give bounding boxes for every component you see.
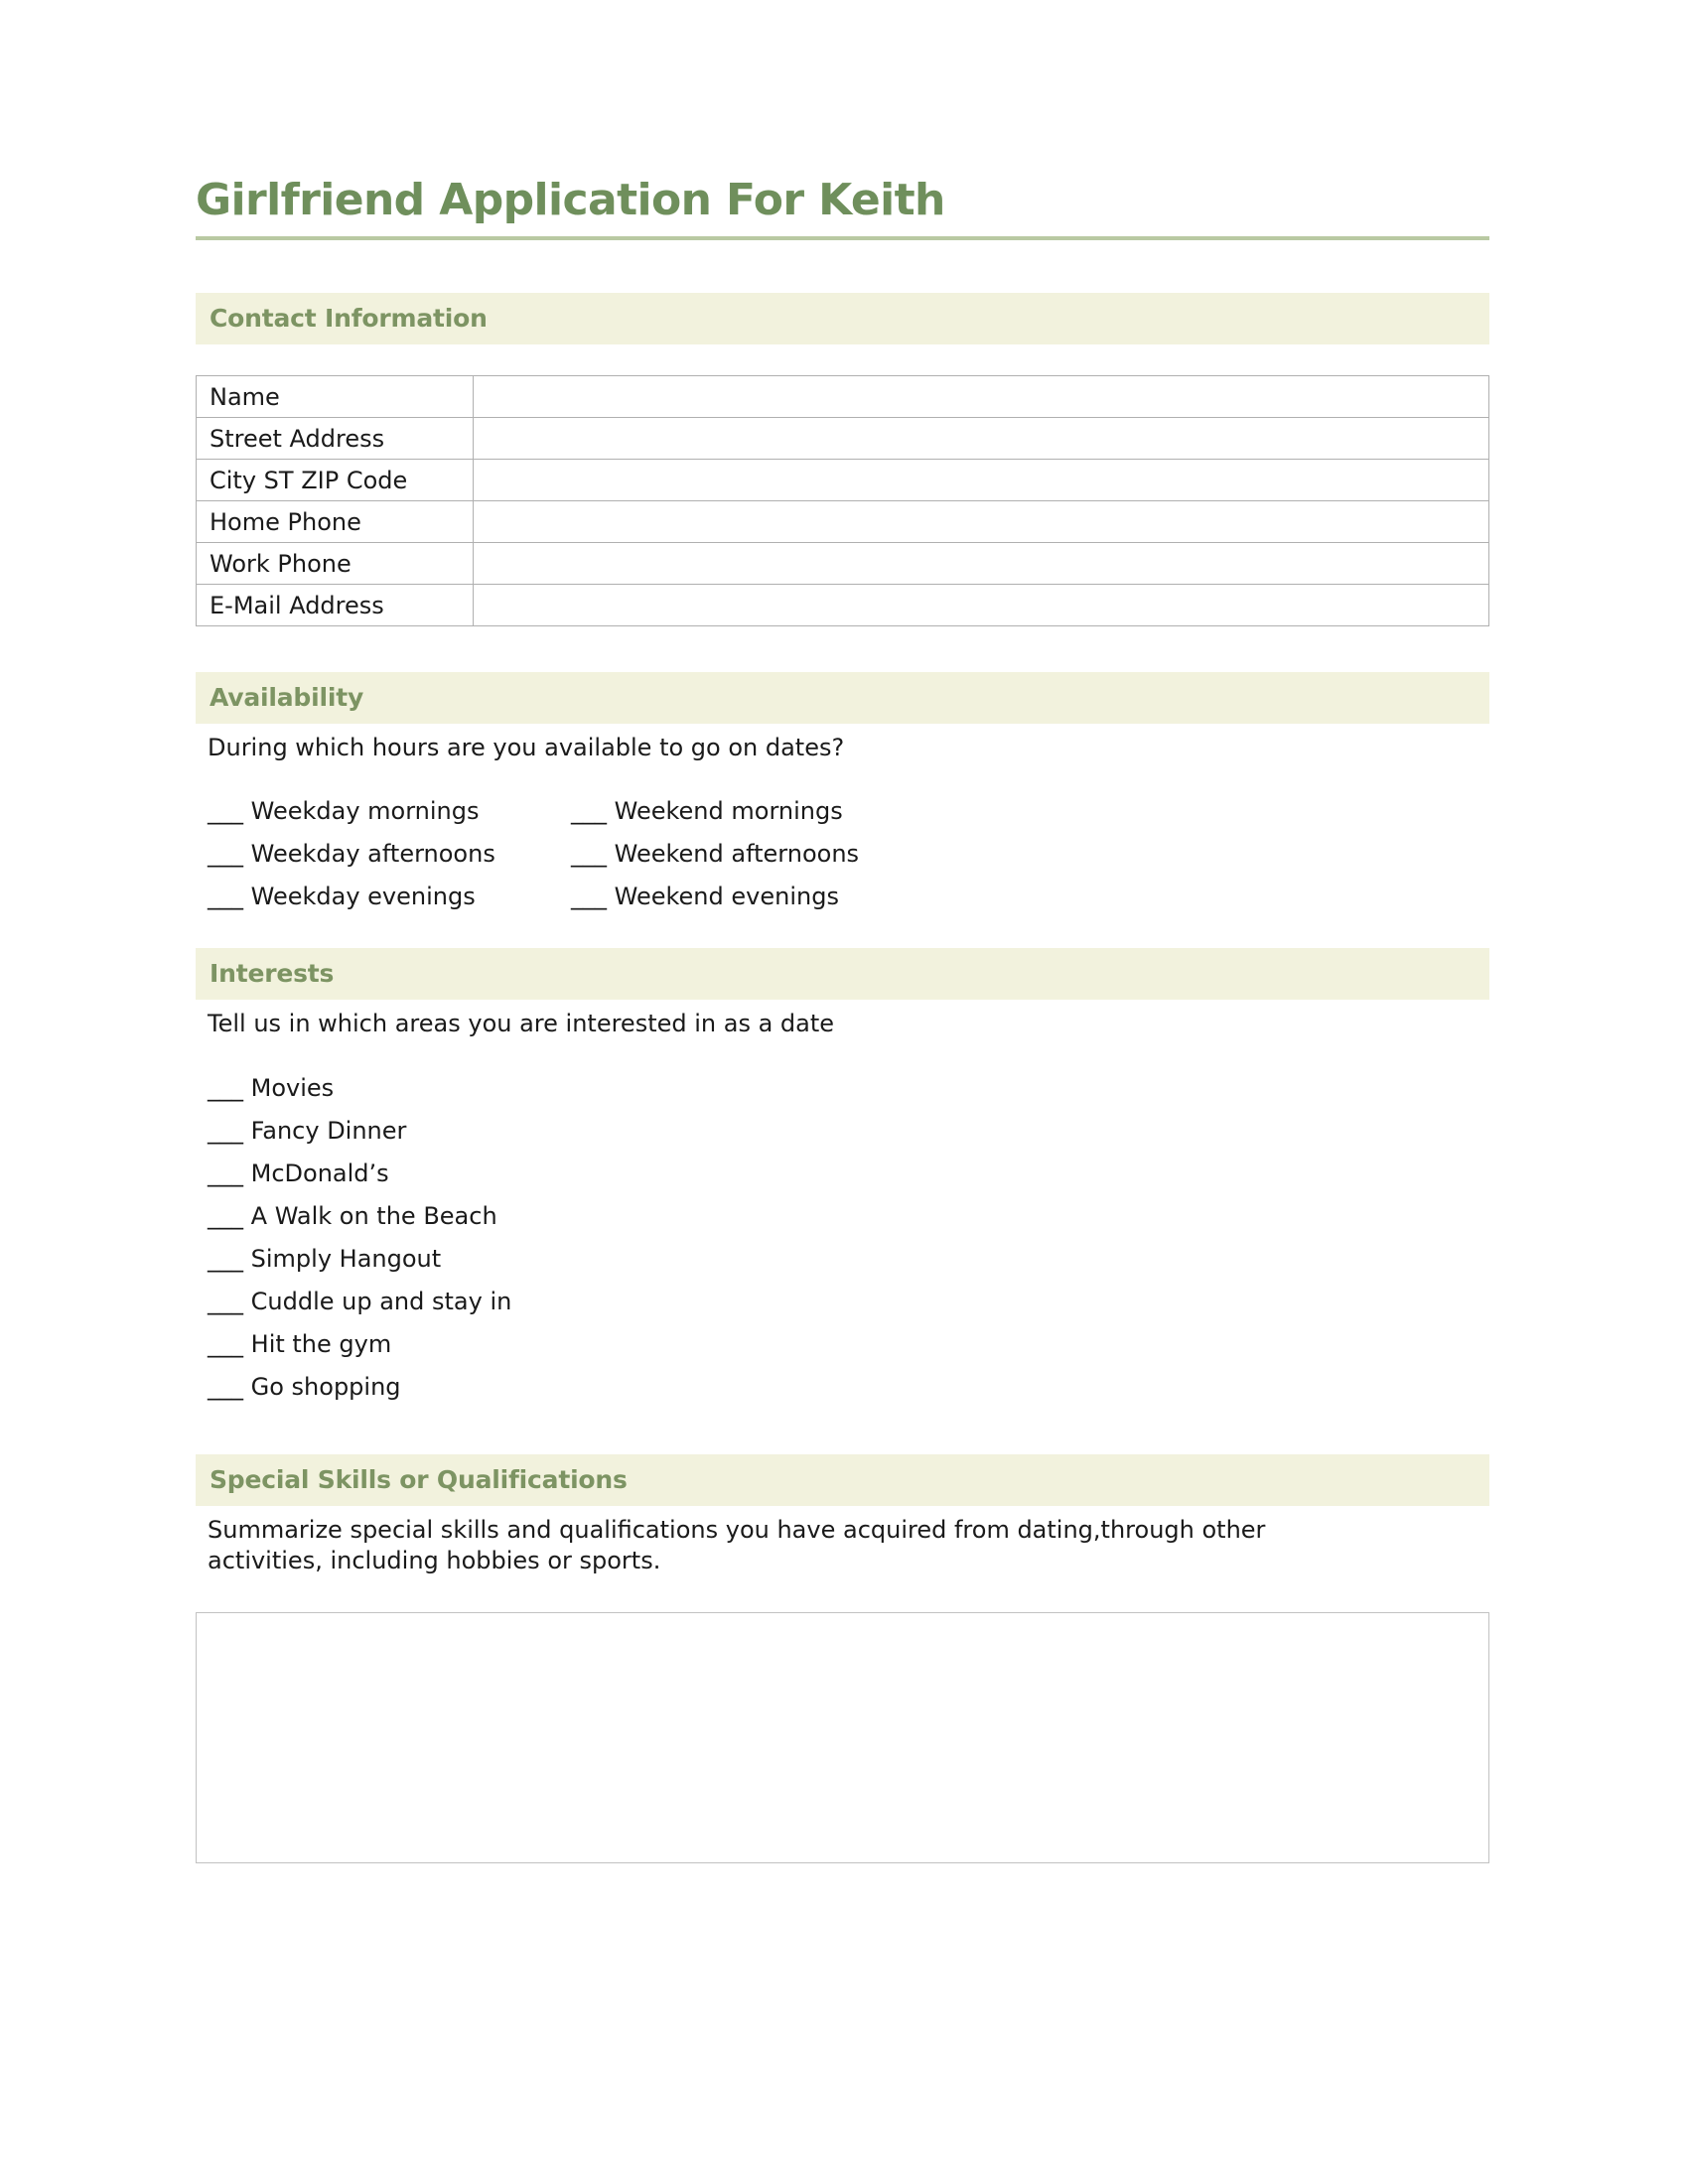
availability-option-weekend-afternoons[interactable] bbox=[571, 833, 1489, 876]
option-label: McDonald’s bbox=[250, 1159, 389, 1187]
row-label: Work Phone bbox=[197, 543, 474, 585]
interest-option-walk-on-the-beach[interactable] bbox=[208, 1195, 1489, 1238]
row-label: Home Phone bbox=[197, 501, 474, 543]
checkbox-blank[interactable]: ___ bbox=[208, 1372, 243, 1401]
checkbox-blank[interactable]: ___ bbox=[208, 1244, 243, 1273]
availability-option-weekend-mornings[interactable] bbox=[571, 790, 1489, 833]
option-label: Weekend mornings bbox=[614, 797, 843, 826]
table-row bbox=[197, 585, 1489, 626]
table-row bbox=[197, 460, 1489, 501]
interest-option-hit-the-gym[interactable] bbox=[208, 1323, 1489, 1366]
page-title: Girlfriend Application For Keith bbox=[196, 175, 945, 225]
street-address-field[interactable] bbox=[474, 418, 1489, 460]
option-label: Hit the gym bbox=[250, 1329, 392, 1358]
interest-option-go-shopping[interactable] bbox=[208, 1366, 1489, 1409]
checkbox-blank[interactable]: ___ bbox=[571, 797, 607, 826]
document-content bbox=[196, 0, 1489, 1863]
spacer bbox=[196, 240, 1489, 293]
email-address-field[interactable] bbox=[474, 585, 1489, 626]
option-label: Weekday afternoons bbox=[250, 840, 495, 869]
availability-option-weekday-evenings[interactable] bbox=[208, 876, 571, 918]
row-label: City ST ZIP Code bbox=[197, 460, 474, 501]
interest-option-simply-hangout[interactable] bbox=[208, 1238, 1489, 1281]
row-label: Name bbox=[197, 376, 474, 418]
section-heading-special-skills: Special Skills or Qualifications bbox=[196, 1454, 1489, 1506]
table-row bbox=[197, 501, 1489, 543]
checkbox-blank[interactable]: ___ bbox=[208, 1201, 243, 1230]
city-state-zip-field[interactable] bbox=[474, 460, 1489, 501]
checkbox-blank[interactable]: ___ bbox=[208, 883, 243, 911]
special-skills-prompt: Summarize special skills and qualifications you have acquired from dating,through other activities, including hobbies or sports. bbox=[208, 1515, 1266, 1575]
interest-option-fancy-dinner[interactable] bbox=[208, 1110, 1489, 1153]
checkbox-blank[interactable]: ___ bbox=[571, 840, 607, 869]
checkbox-blank[interactable]: ___ bbox=[208, 1329, 243, 1358]
checkbox-blank[interactable]: ___ bbox=[208, 1287, 243, 1315]
row-label: Street Address bbox=[197, 418, 474, 460]
interest-option-mcdonalds[interactable] bbox=[208, 1153, 1489, 1195]
spacer bbox=[196, 626, 1489, 672]
work-phone-field[interactable] bbox=[474, 543, 1489, 585]
interests-prompt: Tell us in which areas you are interested in as a date bbox=[208, 1010, 835, 1038]
section-heading-contact-information: Contact Information bbox=[196, 293, 1489, 344]
special-skills-answer-box[interactable] bbox=[196, 1612, 1489, 1863]
checkbox-blank[interactable]: ___ bbox=[208, 1159, 243, 1187]
availability-prompt: During which hours are you available to go on dates? bbox=[208, 734, 845, 762]
spacer bbox=[196, 918, 1489, 948]
table-row bbox=[197, 376, 1489, 418]
contact-information-table bbox=[196, 375, 1489, 626]
option-label: Weekend afternoons bbox=[614, 840, 860, 869]
name-field[interactable] bbox=[474, 376, 1489, 418]
section-heading-availability: Availability bbox=[196, 672, 1489, 724]
checkbox-blank[interactable]: ___ bbox=[208, 1073, 243, 1102]
option-label: A Walk on the Beach bbox=[250, 1201, 497, 1230]
option-label: Weekday mornings bbox=[250, 797, 480, 826]
table-row bbox=[197, 418, 1489, 460]
spacer bbox=[196, 1409, 1489, 1454]
option-label: Weekday evenings bbox=[250, 883, 476, 911]
home-phone-field[interactable] bbox=[474, 501, 1489, 543]
availability-option-weekday-afternoons[interactable] bbox=[208, 833, 571, 876]
availability-option-weekend-evenings[interactable] bbox=[571, 876, 1489, 918]
option-label: Go shopping bbox=[250, 1372, 401, 1401]
option-label: Fancy Dinner bbox=[250, 1116, 407, 1145]
option-label: Simply Hangout bbox=[250, 1244, 442, 1273]
availability-options-grid bbox=[196, 764, 1489, 918]
interest-option-cuddle-up-and-stay-in[interactable] bbox=[208, 1281, 1489, 1323]
option-label: Weekend evenings bbox=[614, 883, 839, 911]
section-heading-interests: Interests bbox=[196, 948, 1489, 1000]
interests-options-list bbox=[196, 1040, 1489, 1409]
availability-option-weekday-mornings[interactable] bbox=[208, 790, 571, 833]
checkbox-blank[interactable]: ___ bbox=[208, 797, 243, 826]
checkbox-blank[interactable]: ___ bbox=[208, 1116, 243, 1145]
table-row bbox=[197, 543, 1489, 585]
row-label: E-Mail Address bbox=[197, 585, 474, 626]
option-label: Cuddle up and stay in bbox=[250, 1287, 512, 1315]
checkbox-blank[interactable]: ___ bbox=[571, 883, 607, 911]
interest-option-movies[interactable] bbox=[208, 1067, 1489, 1110]
option-label: Movies bbox=[250, 1073, 335, 1102]
checkbox-blank[interactable]: ___ bbox=[208, 840, 243, 869]
